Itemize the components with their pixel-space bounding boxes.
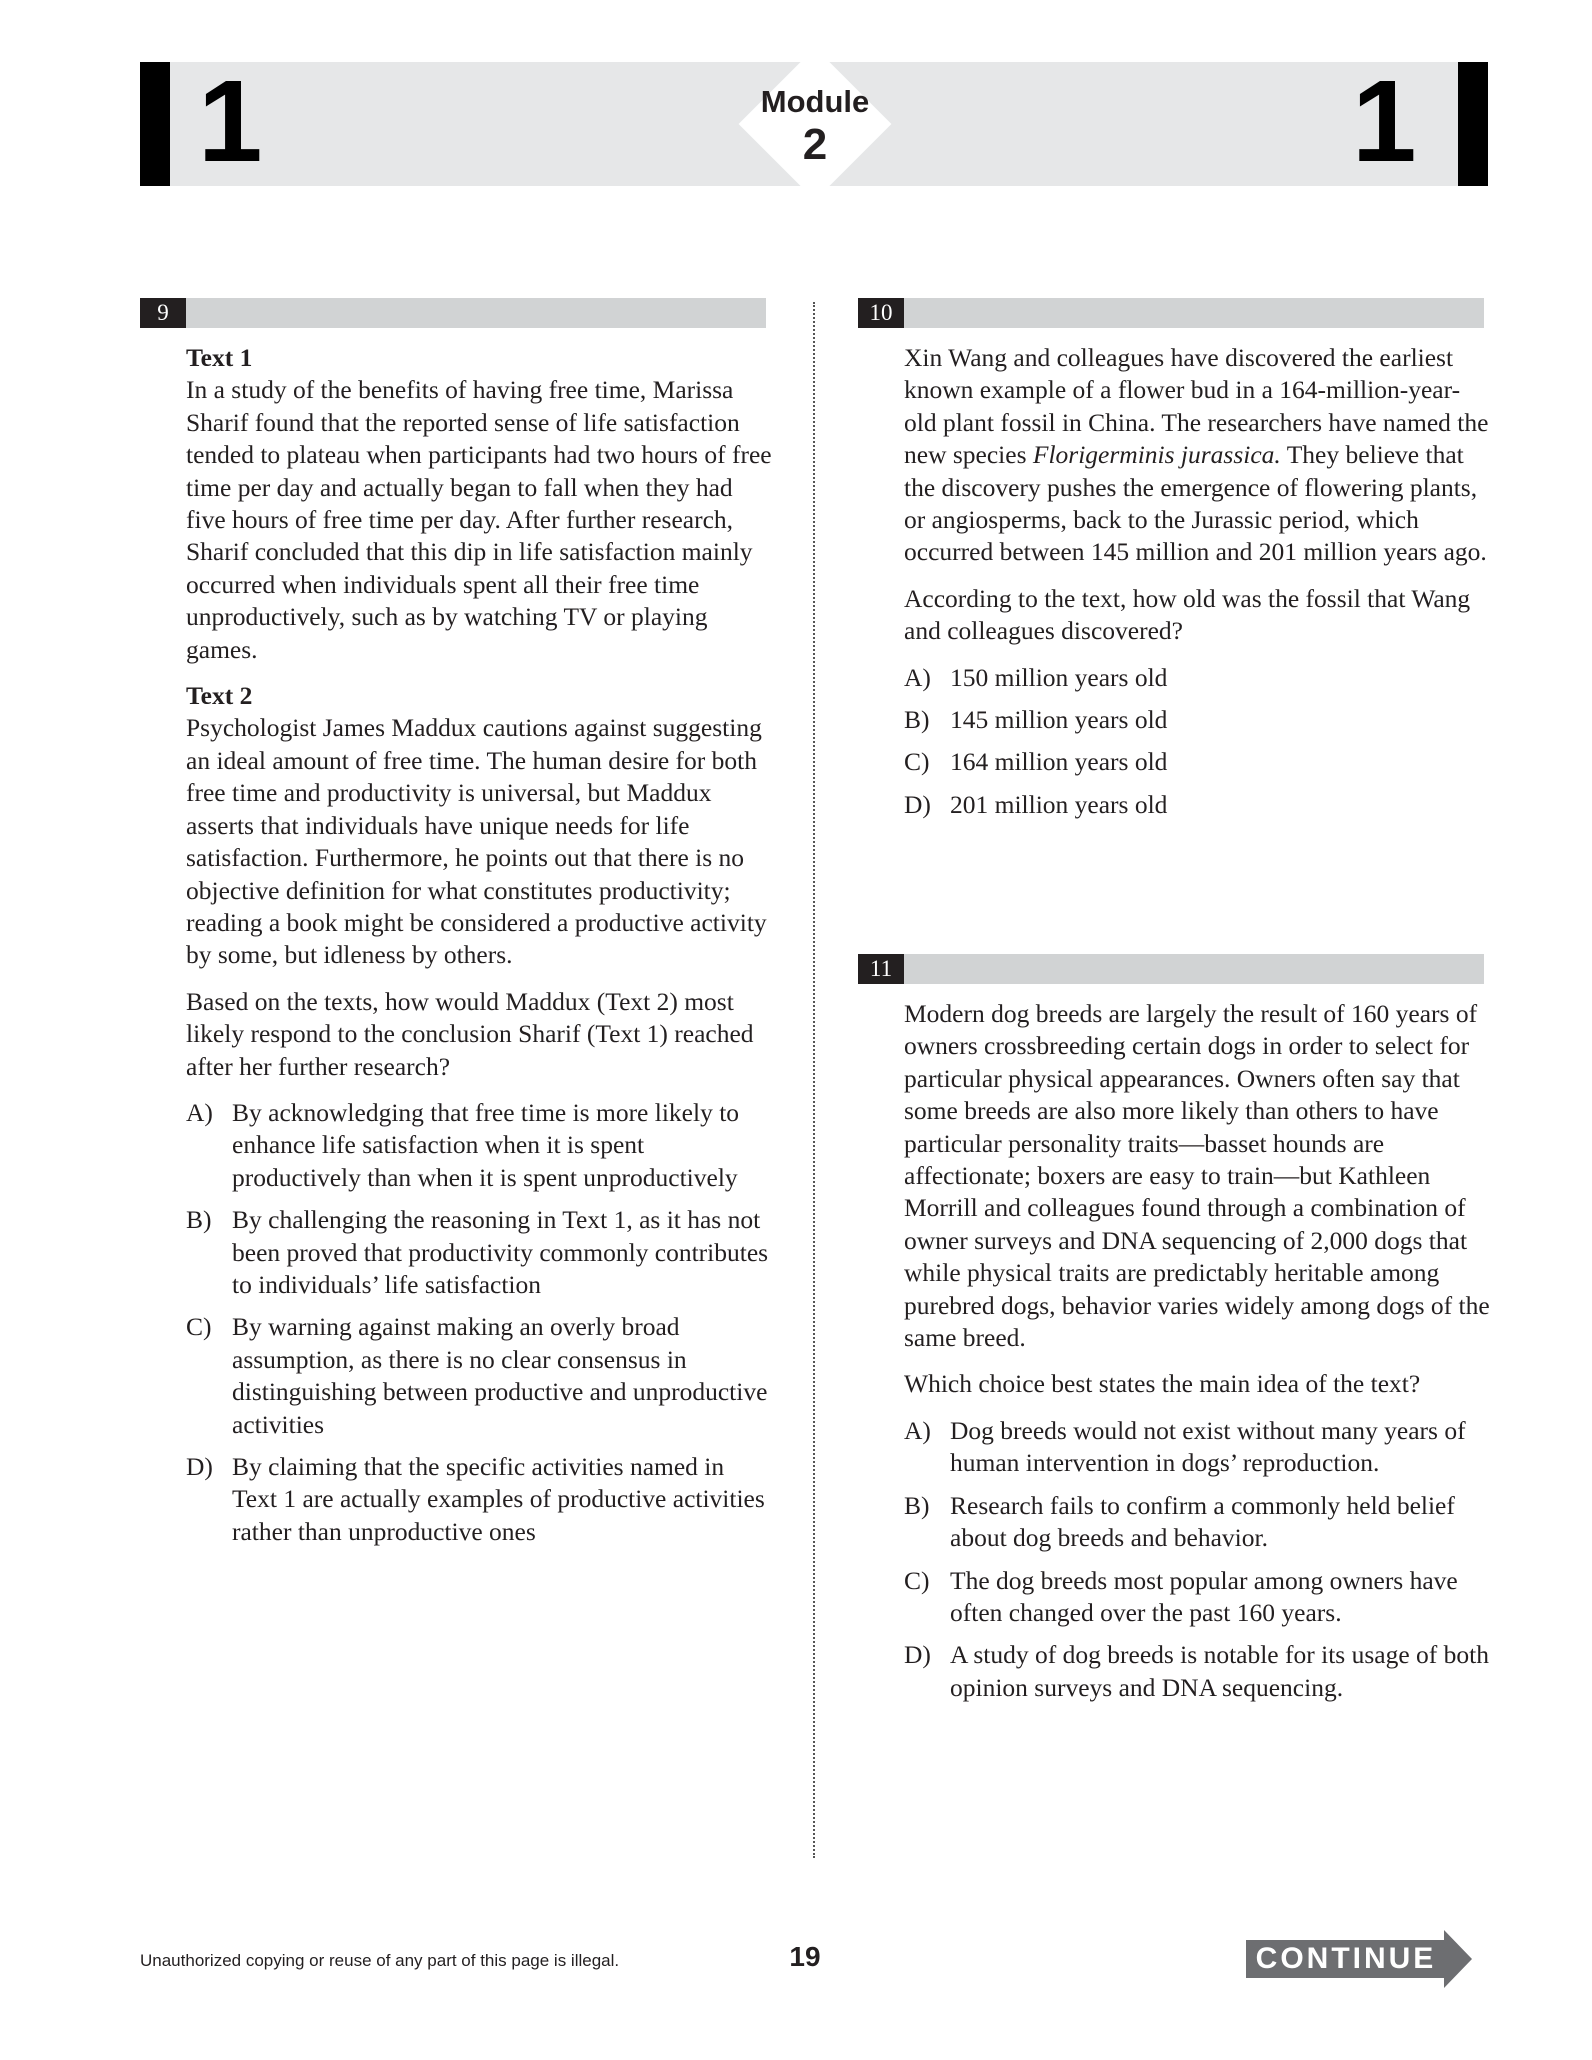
text-2-heading: Text 2 — [186, 681, 253, 711]
question-stem: According to the text, how old was the fossil that Wang and colleagues discovered? — [904, 583, 1471, 646]
species-name: Florigerminis jurassica. — [1032, 440, 1281, 470]
column-divider — [813, 302, 815, 1858]
answer-option-d[interactable] — [904, 1639, 1490, 1704]
option-letter: A) — [904, 1415, 931, 1445]
option-text: By warning against making an overly broad assumption, as there is no clear consensus in distinguishing between productive and unproductive activities — [232, 1312, 768, 1439]
section-number-right: 1 — [1352, 56, 1417, 186]
module-number: 2 — [802, 120, 828, 169]
text-2 — [186, 680, 772, 972]
text-1 — [186, 342, 772, 666]
answer-option-a[interactable] — [904, 1415, 1490, 1480]
question-9-bar — [140, 298, 766, 328]
question-number: 11 — [858, 954, 904, 984]
option-text: 145 million years old — [950, 705, 1168, 735]
option-letter: A) — [186, 1097, 213, 1127]
option-text: 150 million years old — [950, 662, 1168, 692]
copyright-notice: Unauthorized copying or reuse of any part of this page is illegal. — [140, 1951, 620, 1970]
answer-option-c[interactable] — [904, 746, 1490, 778]
option-text: 164 million years old — [950, 747, 1168, 777]
section-number-left: 1 — [198, 56, 263, 186]
option-letter: D) — [186, 1452, 213, 1481]
option-letter: C) — [186, 1312, 212, 1342]
question-11-bar — [858, 954, 1484, 984]
option-letter: C) — [904, 747, 930, 777]
text-1-body: In a study of the benefits of having free time, Marissa Sharif found that the reported sense of life satisfaction tended to plateau when participants had two hours of free time per day and actually began to fall when they had five hours of free time per day. After further research, Sharif concluded that this dip in life satisfaction mainly occurred when individuals spent all their free time unproductively, such as by watching TV or playing games. — [186, 375, 772, 664]
option-text: By challenging the reasoning in Text 1, as it has not been proved that productivity commonly contributes to individuals’ life satisfaction — [232, 1205, 769, 1299]
passage-text: They believe that the discovery pushes the emergence of flowering plants, or angiosperms, back to the Jurassic period, which occurred between 145 million and 201 million years ago. — [904, 440, 1487, 567]
text-2-body: Psychologist James Maddux cautions against suggesting an ideal amount of free time. The human desire for both free time and productivity is universal, but Maddux asserts that individuals have unique needs for life satisfaction. Furthermore, he points out that there is no objective definition for what constitutes productivity; reading a book might be considered a productive activity by some, but idleness by others. — [186, 713, 767, 970]
answer-option-b[interactable] — [904, 1490, 1490, 1555]
passage-text: Xin Wang and colleagues have discovered the earliest known example of a flower bud in a 164-million-year-old plant fossil in China. The researchers have named the new species — [904, 343, 1489, 470]
page-number: 19 — [789, 1941, 821, 1972]
option-text: A study of dog breeds is notable for its usage of both opinion surveys and DNA sequencing. — [950, 1640, 1489, 1702]
option-text: Research fails to confirm a commonly held belief about dog breeds and behavior. — [950, 1490, 1455, 1553]
answer-option-d[interactable] — [904, 789, 1490, 821]
option-letter: D) — [904, 1640, 931, 1670]
option-letter: D) — [904, 789, 931, 819]
continue-button[interactable] — [1246, 1930, 1476, 1988]
answer-option-b[interactable] — [904, 704, 1490, 736]
question-stem: Which choice best states the main idea of the text? — [904, 1369, 1421, 1399]
option-text: By claiming that the specific activities named in Text 1 are actually examples of productive activities rather than unproductive ones — [232, 1452, 765, 1546]
option-letter: B) — [904, 1490, 930, 1520]
answer-option-c[interactable] — [904, 1565, 1490, 1630]
answer-option-c[interactable] — [186, 1311, 772, 1441]
passage — [904, 342, 1490, 569]
answer-options — [904, 662, 1490, 822]
option-letter: B) — [904, 705, 930, 735]
question-10-bar — [858, 298, 1484, 328]
option-text: 201 million years old — [950, 789, 1168, 819]
option-letter: B) — [186, 1205, 212, 1235]
answer-option-d[interactable] — [186, 1451, 772, 1548]
continue-label: CONTINUE — [1255, 1942, 1437, 1975]
answer-options — [186, 1097, 772, 1548]
question-stem: Based on the texts, how would Maddux (Text 2) most likely respond to the conclusion Sharif (Text 1) reached after her further research? — [186, 986, 754, 1081]
question-11 — [904, 998, 1490, 1714]
question-number: 9 — [140, 298, 186, 328]
question-9 — [186, 342, 772, 1558]
header-right-bar — [1458, 62, 1488, 186]
option-text: By acknowledging that free time is more likely to enhance life satisfaction when it is spent productively than when it is spent unproductively — [232, 1097, 740, 1192]
option-letter: A) — [904, 662, 931, 692]
question-number: 10 — [858, 298, 904, 328]
text-1-heading: Text 1 — [186, 343, 253, 372]
option-text: The dog breeds most popular among owners have often changed over the past 160 years. — [950, 1565, 1458, 1627]
question-10 — [904, 342, 1490, 831]
option-letter: C) — [904, 1565, 930, 1595]
passage: Modern dog breeds are largely the result of 160 years of owners crossbreeding certain dogs in order to select for particular physical appearances. Owners often say that some breeds are also more likely than others to have particular personality traits—basset hounds are affectionate; boxers are easy to train—but Kathleen Morrill and colleagues found through a combination of owner surveys and DNA sequencing of 2,000 dogs that while physical traits are predictably heritable among purebred dogs, behavior varies widely among dogs of the same breed. — [904, 999, 1490, 1353]
answer-option-a[interactable] — [904, 662, 1490, 694]
answer-option-b[interactable] — [186, 1204, 772, 1301]
module-label: Module — [760, 84, 870, 119]
answer-options — [904, 1415, 1490, 1704]
option-text: Dog breeds would not exist without many years of human intervention in dogs’ reproduction. — [950, 1415, 1466, 1478]
answer-option-a[interactable] — [186, 1097, 772, 1194]
header-left-bar — [140, 62, 170, 186]
